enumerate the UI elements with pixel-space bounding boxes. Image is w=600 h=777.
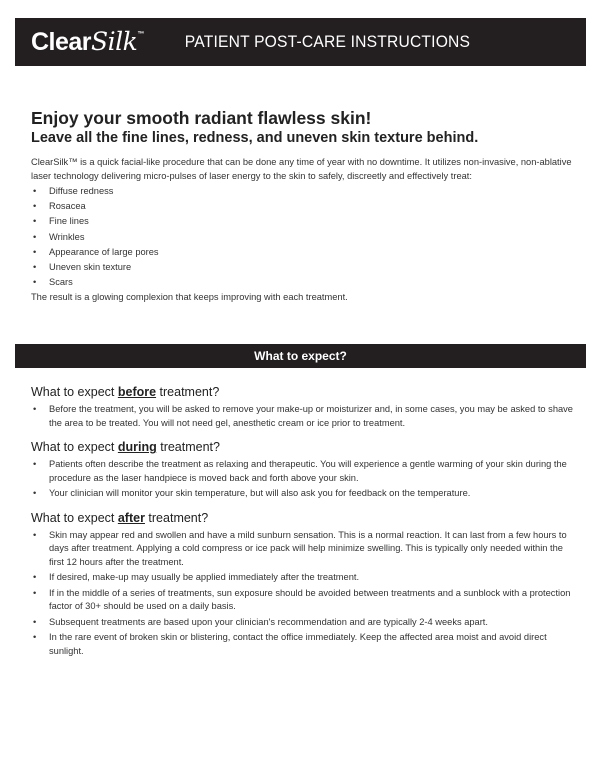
list-item: • If in the middle of a series of treatments, sun exposure should be avoided between treatments and a sunblock with a protection factor of 30+ should be used on a daily basis. [31, 587, 576, 614]
conditions-list [31, 184, 576, 290]
section-header: What to expect? [15, 344, 586, 368]
heading-suffix: treatment? [156, 385, 220, 399]
intro-result: The result is a glowing complexion that keeps improving with each treatment. [31, 292, 348, 303]
heading-keyword: during [117, 440, 157, 454]
during-heading [31, 438, 576, 456]
list-item: • If desired, make-up may usually be applied immediately after the treatment. [31, 571, 576, 585]
list-item: • Diffuse redness [31, 184, 576, 199]
list-item: • In the rare event of broken skin or blistering, contact the office immediately. Keep the affected area moist and avoid direct sunlight. [31, 631, 576, 658]
list-item: • Your clinician will monitor your skin temperature, but will also ask you for feedback on the temperature. [31, 487, 576, 501]
heading-suffix: treatment? [156, 440, 220, 454]
after-heading [31, 509, 576, 527]
header-bar [15, 18, 586, 66]
intro-section [31, 108, 576, 304]
list-item: • Uneven skin texture [31, 260, 576, 275]
intro-lead: ClearSilk™ is a quick facial-like procedure that can be done any time of year with no downtime. It utilizes non-invasive, non-ablative laser technology delivering micro-pulses of laser energy to the skin to safely, discreetly and effectively treat: [31, 157, 572, 181]
list-item: • Patients often describe the treatment as relaxing and therapeutic. You will experience a gentle warming of your skin during the procedure as the laser handpiece is moved back and forth above your skin. [31, 458, 576, 485]
heading-keyword: before [117, 385, 157, 399]
logo-trademark: ™ [137, 31, 144, 38]
list-item: • Subsequent treatments are based upon your clinician's recommendation and are typically 2-4 weeks apart. [31, 616, 576, 630]
after-list [31, 529, 576, 659]
heading-prefix: What to expect [31, 385, 118, 399]
during-list [31, 458, 576, 501]
logo-clear-text: Clear [31, 28, 92, 56]
list-item: • Rosacea [31, 199, 576, 214]
heading-keyword: after [117, 510, 145, 525]
heading-suffix: treatment? [144, 510, 209, 525]
page-title: PATIENT POST-CARE INSTRUCTIONS [184, 32, 470, 51]
list-item: • Wrinkles [31, 230, 576, 245]
heading-prefix: What to expect [31, 510, 118, 525]
before-list [31, 403, 576, 430]
intro-heading: Enjoy your smooth radiant flawless skin! [31, 108, 372, 128]
expect-section [31, 383, 576, 658]
logo-silk-text: Silk [91, 27, 138, 56]
clearsilk-logo [31, 27, 144, 57]
intro-subheading: Leave all the fine lines, redness, and uneven skin texture behind. [31, 130, 479, 146]
list-item: • Before the treatment, you will be asked to remove your make-up or moisturizer and, in some cases, you may be asked to shave the area to be treated. You will not need gel, anesthetic cream or ice prior to treatment. [31, 403, 576, 430]
list-item: • Skin may appear red and swollen and have a mild sunburn sensation. This is a normal reaction. It can last from a few hours to days after treatment. Applying a cold compress or ice pack will help minimize swelling. This is typically only needed within the first 12 hours after the treatment. [31, 529, 576, 570]
list-item: • Fine lines [31, 214, 576, 229]
before-heading [31, 383, 576, 401]
list-item: • Scars [31, 275, 576, 290]
list-item: • Appearance of large pores [31, 245, 576, 260]
heading-prefix: What to expect [31, 440, 118, 454]
